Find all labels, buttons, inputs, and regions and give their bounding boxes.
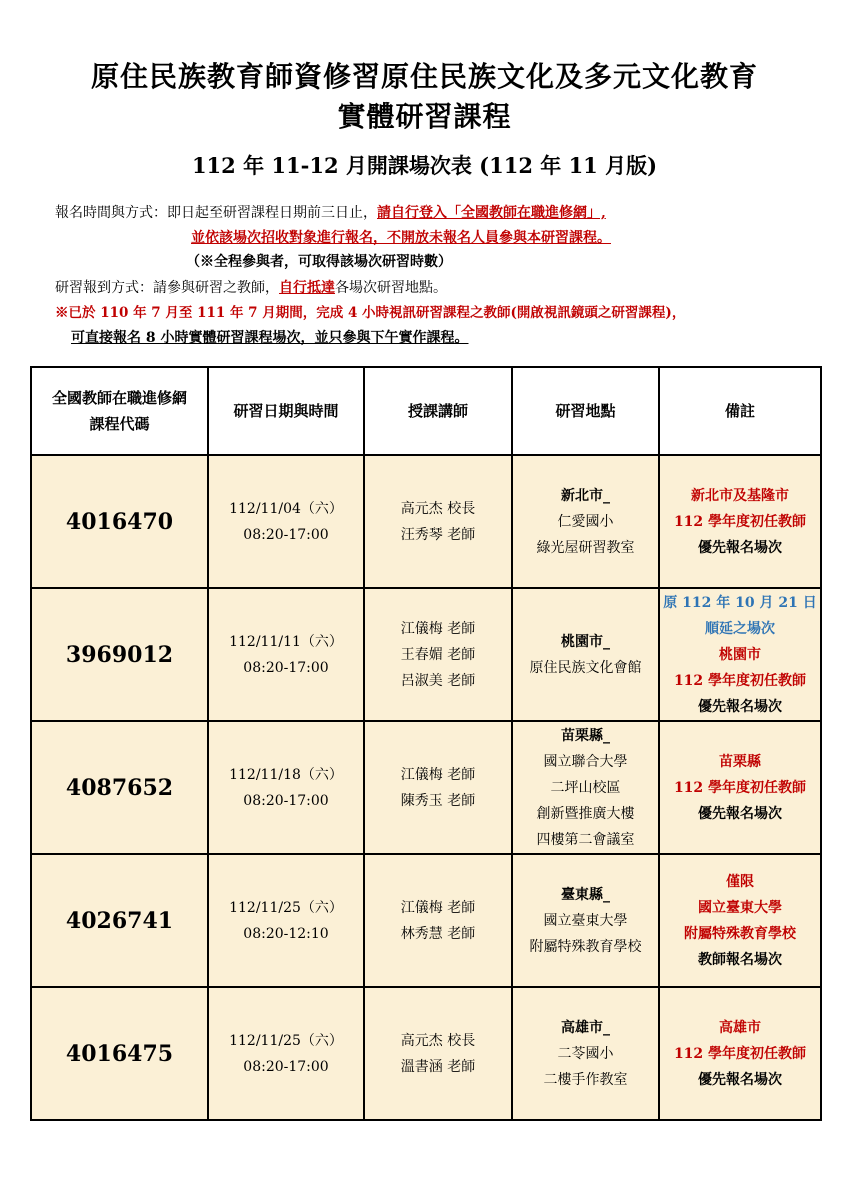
course-code-cell: 4087652 (31, 721, 208, 854)
checkin-label: 研習報到方式：請參與研習之教師， (55, 280, 279, 296)
lecturer-cell (364, 987, 512, 1120)
checkin-info (55, 278, 447, 298)
remark-line: 優先報名場次 (698, 539, 782, 556)
date-cell (208, 588, 364, 721)
lecturer-cell (364, 455, 512, 588)
remark-red-line: 附屬特殊教育學校 (684, 925, 796, 942)
table-row (31, 721, 821, 854)
location-line: 附屬特殊教育學校 (529, 938, 642, 955)
registration-restriction: 並依該場次招收對象進行報名，不開放未報名人員參與本研習課程。 (191, 230, 611, 246)
date-cell (208, 854, 364, 987)
location-cell (512, 721, 659, 854)
remark-red-line: 僅限 (726, 873, 754, 890)
checkin-self: 自行抵達 (279, 280, 335, 296)
location-line: 原住民族文化會館 (529, 659, 642, 676)
course-code-cell: 4016470 (31, 455, 208, 588)
lecturer-name: 高元杰 校長 (400, 500, 476, 517)
page-title-line2: 實體研習課程 (337, 100, 512, 133)
location-line: 二苓國小 (557, 1045, 614, 1062)
course-date: 112/11/25（六） (229, 1032, 343, 1049)
remark-red-line: 112 學年度初任教師 (673, 672, 807, 689)
lecturer-name: 江儀梅 老師 (400, 766, 476, 783)
lecturer-name: 呂淑美 老師 (400, 672, 476, 689)
lecturer-name: 林秀慧 老師 (400, 925, 476, 942)
remark-line: 教師報名場次 (698, 951, 782, 968)
remark-cell (659, 455, 821, 588)
remark-line: 優先報名場次 (698, 805, 782, 822)
location-line: 二坪山校區 (550, 779, 621, 796)
direct-registration-note: 可直接報名 8 小時實體研習課程場次，並只參與下午實作課程。 (71, 330, 469, 346)
lecturer-cell (364, 721, 512, 854)
remark-blue-line: 順延之場次 (705, 620, 775, 637)
location-city: 新北市_ (561, 487, 610, 504)
lecturer-name: 溫書涵 老師 (400, 1058, 476, 1075)
remark-red-line: 新北市及基隆市 (691, 487, 789, 504)
checkin-rest: 各場次研習地點。 (335, 280, 447, 296)
location-cell (512, 987, 659, 1120)
course-time: 08:20-17:00 (243, 1058, 329, 1075)
table-row (31, 588, 821, 721)
registration-instruction: 請自行登入「全國教師在職進修網」, (377, 205, 606, 221)
full-participation-note: （※全程參與者，可取得該場次研習時數） (186, 254, 452, 270)
location-line: 創新暨推廣大樓 (536, 805, 635, 822)
remark-cell (659, 588, 821, 721)
date-cell (208, 721, 364, 854)
course-time: 08:20-17:00 (243, 526, 329, 543)
location-cell (512, 588, 659, 721)
video-course-note: ※已於 110 年 7 月至 111 年 7 月期間，完成 4 小時視訊研習課程之教師(開啟視訊鏡頭之研習課程)， (55, 305, 686, 321)
location-city: 桃園市_ (561, 633, 610, 650)
remark-cell (659, 854, 821, 987)
course-date: 112/11/04（六） (229, 500, 343, 517)
location-line: 四樓第二會議室 (536, 831, 635, 848)
page-title-line1: 原住民族教育師資修習原住民族文化及多元文化教育 (90, 60, 758, 93)
course-date: 112/11/25（六） (229, 899, 343, 916)
registration-label: 報名時間與方式：即日起至研習課程日期前三日止， (55, 205, 377, 221)
course-time: 08:20-17:00 (243, 659, 329, 676)
header-location: 研習地點 (512, 367, 659, 455)
lecturer-name: 汪秀琴 老師 (400, 526, 476, 543)
table-header-row (31, 367, 821, 455)
course-date: 112/11/18（六） (229, 766, 343, 783)
lecturer-cell (364, 854, 512, 987)
date-cell (208, 455, 364, 588)
course-code-cell: 4016475 (31, 987, 208, 1120)
lecturer-name: 江儀梅 老師 (400, 899, 476, 916)
date-cell (208, 987, 364, 1120)
remark-red-line: 苗栗縣 (719, 753, 761, 770)
header-lecturer: 授課講師 (364, 367, 512, 455)
course-time: 08:20-17:00 (243, 792, 329, 809)
lecturer-name: 高元杰 校長 (400, 1032, 476, 1049)
remark-red-line: 高雄市 (719, 1019, 761, 1036)
location-line: 二樓手作教室 (543, 1071, 628, 1088)
location-line: 仁愛國小 (557, 513, 614, 530)
location-cell (512, 854, 659, 987)
location-city: 苗栗縣_ (561, 727, 610, 744)
location-line: 綠光屋研習教室 (536, 539, 635, 556)
header-date: 研習日期與時間 (208, 367, 364, 455)
course-code-cell: 4026741 (31, 854, 208, 987)
lecturer-name: 王春媚 老師 (400, 646, 476, 663)
lecturer-name: 陳秀玉 老師 (400, 792, 476, 809)
remark-red-line: 國立臺東大學 (698, 899, 782, 916)
course-time: 08:20-12:10 (243, 925, 329, 942)
table-row (31, 854, 821, 987)
remark-red-line: 112 學年度初任教師 (673, 779, 807, 796)
remark-blue-line: 原 112 年 10 月 21 日 (663, 594, 817, 611)
location-line: 國立聯合大學 (543, 753, 628, 770)
page-subtitle: 112 年 11-12 月開課場次表 (112 年 11 月版) (191, 153, 658, 178)
course-schedule-table (30, 366, 822, 1121)
remark-line: 優先報名場次 (698, 1071, 782, 1088)
header-code-line1: 全國教師在職進修網 (51, 389, 187, 407)
location-city: 高雄市_ (561, 1019, 610, 1036)
course-date: 112/11/11（六） (229, 633, 343, 650)
table-row (31, 455, 821, 588)
remark-cell (659, 987, 821, 1120)
lecturer-name: 江儀梅 老師 (400, 620, 476, 637)
lecturer-cell (364, 588, 512, 721)
remark-red-line: 桃園市 (719, 646, 761, 663)
location-cell (512, 455, 659, 588)
table-row (31, 987, 821, 1120)
header-remark: 備註 (659, 367, 821, 455)
remark-red-line: 112 學年度初任教師 (673, 1045, 807, 1062)
registration-info (55, 203, 606, 223)
header-course-code (31, 367, 208, 455)
header-code-line2: 課程代碼 (89, 415, 150, 433)
location-city: 臺東縣_ (561, 886, 610, 903)
course-code-cell: 3969012 (31, 588, 208, 721)
remark-line: 優先報名場次 (698, 698, 782, 715)
remark-cell (659, 721, 821, 854)
location-line: 國立臺東大學 (543, 912, 628, 929)
remark-red-line: 112 學年度初任教師 (673, 513, 807, 530)
